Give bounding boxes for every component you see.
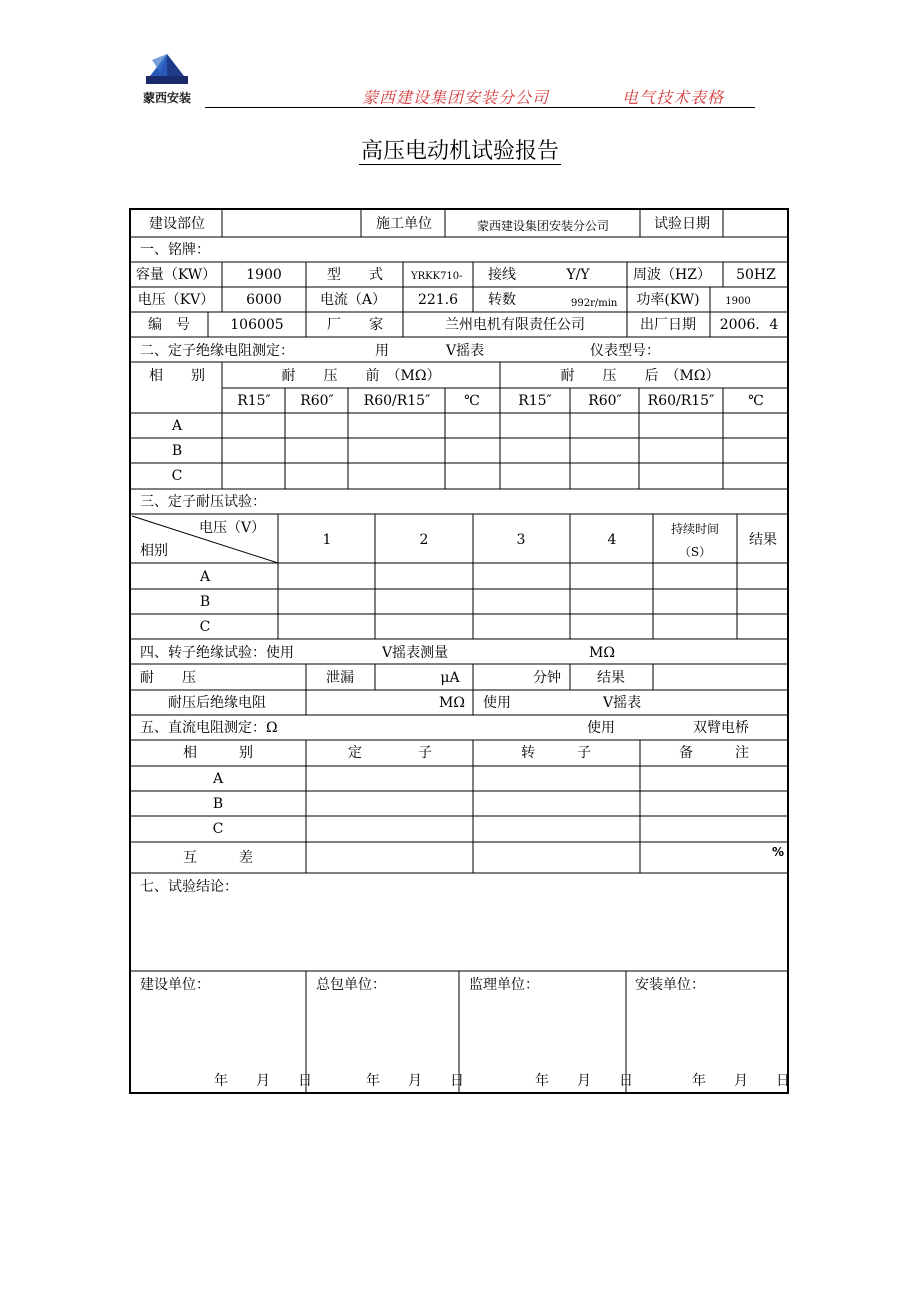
model-value[interactable]: YRKK710- — [411, 271, 463, 282]
subheader-ratio-after: R60/R15″ — [647, 393, 715, 409]
subheader-r60-after: R60″ — [588, 393, 622, 409]
dc-phase-b: B — [212, 796, 224, 812]
nameplate-section: 一、铭牌： — [140, 242, 210, 258]
voltage-label: 电压（KV） — [137, 292, 215, 308]
leak-label: 泄漏 — [326, 670, 354, 686]
note-header: 备 注 — [679, 745, 749, 761]
dc-phase-a: A — [212, 771, 224, 787]
dc-resistance-section: 五、直流电阻测定：Ω — [140, 720, 278, 736]
current-value[interactable]: 221.6 — [417, 292, 459, 308]
rotor-unit: MΩ — [589, 645, 615, 661]
voltage-step-1: 1 — [322, 532, 332, 548]
sign-date-contractor: 年 月 日 — [366, 1073, 464, 1089]
stator-use-label: 用 — [375, 343, 389, 359]
conclusion-section: 七、试验结论： — [140, 879, 238, 895]
subheader-r15-after: R15″ — [518, 393, 552, 409]
subheader-temp-before: ℃ — [464, 393, 480, 409]
withstand-section: 三、定子耐压试验： — [140, 494, 266, 510]
before-withstand-header: 耐 压 前 （MΩ） — [281, 368, 441, 384]
power-label: 功率(KW) — [636, 292, 700, 308]
dc-phase-c: C — [212, 821, 224, 837]
sign-date-build: 年 月 日 — [214, 1073, 312, 1089]
dc-phase-header: 相 别 — [183, 745, 253, 761]
stator-phase-c: C — [171, 468, 183, 484]
construct-unit-label: 施工单位 — [376, 216, 432, 232]
after-resistance-unit: MΩ — [439, 695, 465, 711]
frequency-label: 周波（HZ） — [633, 267, 711, 283]
subheader-r15-before: R15″ — [237, 393, 271, 409]
withstand-result-header: 结果 — [749, 532, 777, 548]
capacity-label: 容量（KW） — [135, 267, 217, 283]
percent-sign: % — [772, 845, 785, 859]
voltage-step-2: 2 — [419, 532, 429, 548]
model-label: 型 式 — [327, 267, 383, 283]
logo-text: 蒙西安装 — [142, 91, 191, 105]
withstand-phase-b: B — [199, 594, 211, 610]
duration-header: 持续时间 — [670, 522, 720, 536]
phase-header: 相 别 — [149, 368, 205, 384]
wiring-label: 接线 — [488, 267, 516, 283]
construct-unit-value[interactable]: 蒙西建设集团安装分公司 — [476, 219, 610, 233]
voltage-step-3: 3 — [516, 532, 526, 548]
after-resistance-label: 耐压后绝缘电阻 — [168, 695, 266, 711]
sign-date-supervision: 年 月 日 — [535, 1073, 633, 1089]
bridge-label: 双臂电桥 — [693, 720, 749, 736]
wiring-value[interactable]: Y/Y — [566, 267, 590, 283]
sign-general-contractor: 总包单位： — [316, 977, 386, 993]
subheader-r60-before: R60″ — [300, 393, 334, 409]
maker-value[interactable]: 兰州电机有限责任公司 — [445, 317, 585, 333]
minute-label: 分钟 — [533, 670, 561, 686]
rotor-result-label: 结果 — [597, 670, 625, 686]
subheader-ratio-before: R60/R15″ — [363, 393, 431, 409]
voltage-value[interactable]: 6000 — [246, 292, 282, 308]
page-title: 高压电动机试验报告 — [360, 139, 559, 164]
maker-label: 厂 家 — [327, 317, 383, 333]
build-unit-label: 建设部位 — [149, 216, 205, 232]
rotor-header: 转 子 — [521, 745, 591, 761]
withstand-phase-c: C — [199, 619, 211, 635]
after-meter-label: V摇表 — [603, 695, 642, 711]
company-name: 蒙西建设集团安装分公司 — [362, 88, 550, 107]
form-type: 电气技术表格 — [622, 88, 725, 107]
rotor-meter-label: V摇表测量 — [382, 645, 449, 661]
power-value[interactable]: 1900 — [725, 296, 751, 307]
stator-meter-label: V摇表 — [446, 343, 485, 359]
subheader-temp-after: ℃ — [748, 393, 764, 409]
voltage-step-4: 4 — [607, 532, 617, 548]
duration-unit: （S） — [678, 545, 712, 559]
sign-supervision-unit: 监理单位： — [469, 977, 539, 993]
mutual-difference-label: 互 差 — [183, 850, 253, 866]
sign-build-unit: 建设单位： — [140, 977, 210, 993]
withstand-phase-a: A — [199, 569, 211, 585]
test-date-label: 试验日期 — [654, 216, 710, 232]
factory-date-value[interactable]: 2006．4 — [719, 317, 779, 333]
leak-unit: μA — [440, 670, 460, 686]
rotor-withstand-label: 耐 压 — [140, 670, 196, 686]
factory-date-label: 出厂日期 — [640, 317, 696, 333]
dc-use-label: 使用 — [587, 720, 615, 736]
header-rule — [205, 107, 755, 108]
stator-insulation-section: 二、定子绝缘电阻测定： — [140, 343, 294, 359]
number-label: 编 号 — [148, 317, 190, 333]
sign-date-install: 年 月 日 — [692, 1073, 790, 1089]
speed-label: 转数 — [488, 292, 516, 308]
speed-value[interactable]: 992r/min — [571, 298, 618, 309]
sign-install-unit: 安装单位： — [635, 977, 705, 993]
number-value[interactable]: 106005 — [230, 317, 284, 333]
meter-model-label: 仪表型号： — [590, 343, 660, 359]
capacity-value[interactable]: 1900 — [246, 267, 282, 283]
voltage-header: 电压（V） — [199, 520, 266, 536]
after-withstand-header: 耐 压 后 （MΩ） — [560, 368, 720, 384]
stator-header: 定 子 — [348, 745, 432, 761]
stator-phase-b: B — [171, 443, 183, 459]
withstand-phase-header: 相别 — [140, 543, 168, 559]
rotor-section: 四、转子绝缘试验：使用 — [140, 645, 294, 661]
stator-phase-a: A — [171, 418, 183, 434]
frequency-value[interactable]: 50HZ — [736, 267, 776, 283]
after-use-label: 使用 — [483, 695, 511, 711]
current-label: 电流（A） — [319, 292, 387, 308]
